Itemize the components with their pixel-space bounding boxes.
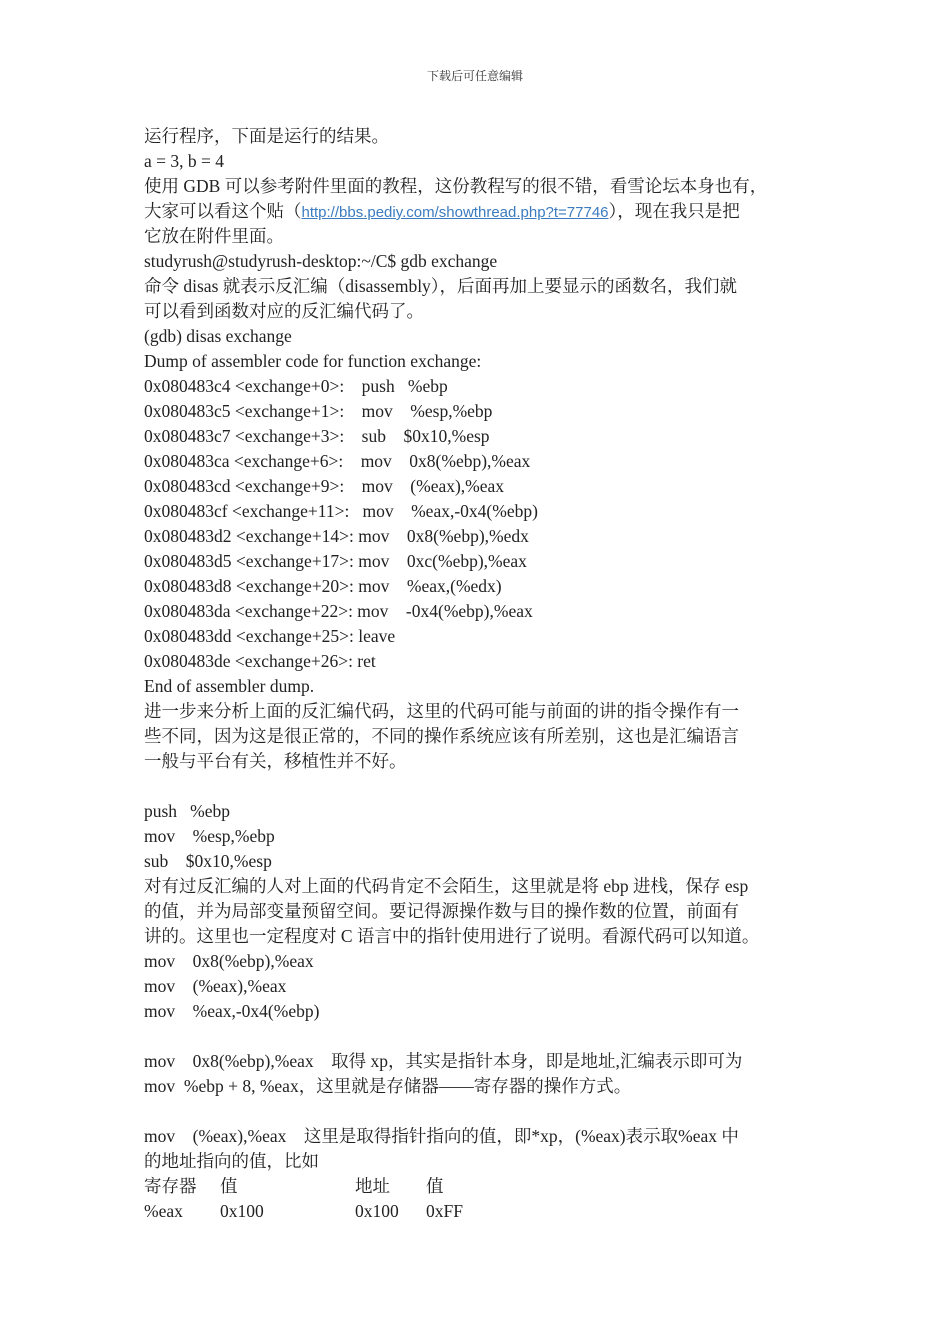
- dump-line: 0x080483c4 <exchange+0>: push %ebp: [144, 376, 448, 396]
- dump-line: 0x080483c5 <exchange+1>: mov %esp,%ebp: [144, 401, 493, 421]
- spacer: [144, 1099, 814, 1124]
- command-line: studyrush@studyrush-desktop:~/C$ gdb exchange: [144, 251, 498, 271]
- paragraph: mov 0x8(%ebp),%eax 取得 xp，其实是指针本身，即是地址,汇编表示即可为: [144, 1051, 743, 1071]
- paragraph: 些不同，因为这是很正常的，不同的操作系统应该有所差别，这也是汇编语言: [144, 726, 739, 746]
- paragraph: 对有过反汇编的人对上面的代码肯定不会陌生，这里就是将 ebp 进栈，保存 esp: [144, 876, 749, 896]
- dump-line: 0x080483d2 <exchange+14>: mov 0x8(%ebp),%edx: [144, 526, 529, 546]
- dump-line: 0x080483de <exchange+26>: ret: [144, 651, 376, 671]
- code-line: mov (%eax),%eax: [144, 976, 287, 996]
- dump-end: End of assembler dump.: [144, 676, 315, 696]
- paragraph: mov (%eax),%eax 这里是取得指针指向的值，即*xp，(%eax)表示取%eax 中: [144, 1126, 739, 1146]
- paragraph: 的地址指向的值，比如: [144, 1151, 319, 1171]
- document-body: [144, 124, 814, 1224]
- dump-line: 0x080483ca <exchange+6>: mov 0x8(%ebp),%eax: [144, 451, 531, 471]
- dump-line: 0x080483d5 <exchange+17>: mov 0xc(%ebp),%eax: [144, 551, 527, 571]
- table-header-cell: 寄存器: [144, 1176, 197, 1196]
- table-cell: %eax: [144, 1201, 183, 1221]
- dump-line: 0x080483cd <exchange+9>: mov (%eax),%eax: [144, 476, 505, 496]
- table-header-row: [144, 1174, 814, 1199]
- paragraph: 命令 disas 就表示反汇编（disassembly），后面再加上要显示的函数名，我们就: [144, 276, 738, 296]
- code-line: mov %esp,%ebp: [144, 826, 275, 846]
- paragraph: 它放在附件里面。: [144, 226, 284, 246]
- paragraph: [144, 199, 814, 224]
- table-cell: 0x100: [220, 1201, 264, 1221]
- paragraph: 运行程序，下面是运行的结果。: [144, 126, 389, 146]
- table-row: [144, 1199, 814, 1224]
- paragraph: 可以看到函数对应的反汇编代码了。: [144, 301, 424, 321]
- spacer: [144, 1024, 814, 1049]
- dump-line: 0x080483dd <exchange+25>: leave: [144, 626, 396, 646]
- text: ），现在我只是把: [608, 201, 740, 221]
- forum-link[interactable]: http://bbs.pediy.com/showthread.php?t=77746: [301, 204, 609, 221]
- paragraph: mov %ebp + 8, %eax，这里就是存储器——寄存器的操作方式。: [144, 1076, 632, 1096]
- paragraph: 的值，并为局部变量预留空间。要记得源操作数与目的操作数的位置，前面有: [144, 901, 739, 921]
- dump-heading: Dump of assembler code for function exchange:: [144, 351, 482, 371]
- result-line: a = 3, b = 4: [144, 151, 225, 171]
- code-line: mov 0x8(%ebp),%eax: [144, 951, 314, 971]
- dump-line: 0x080483c7 <exchange+3>: sub $0x10,%esp: [144, 426, 490, 446]
- code-line: sub $0x10,%esp: [144, 851, 272, 871]
- command-line: (gdb) disas exchange: [144, 326, 292, 346]
- paragraph: 一般与平台有关，移植性并不好。: [144, 751, 407, 771]
- dump-line: 0x080483d8 <exchange+20>: mov %eax,(%edx): [144, 576, 502, 596]
- table-header-cell: 地址: [355, 1176, 390, 1196]
- page-header: 下载后可任意编辑: [426, 69, 523, 83]
- table-cell: 0x100: [355, 1201, 399, 1221]
- text: 大家可以看这个贴（: [144, 201, 302, 221]
- paragraph: 进一步来分析上面的反汇编代码，这里的代码可能与前面的讲的指令操作有一: [144, 701, 739, 721]
- table-header-cell: 值: [426, 1176, 444, 1196]
- paragraph: 使用 GDB 可以参考附件里面的教程，这份教程写的很不错，看雪论坛本身也有，: [144, 176, 768, 196]
- paragraph: 讲的。这里也一定程度对 C 语言中的指针使用进行了说明。看源代码可以知道。: [144, 926, 760, 946]
- code-line: push %ebp: [144, 801, 231, 821]
- dump-line: 0x080483cf <exchange+11>: mov %eax,-0x4(%ebp): [144, 501, 538, 521]
- code-line: mov %eax,-0x4(%ebp): [144, 1001, 320, 1021]
- table-cell: 0xFF: [426, 1201, 463, 1221]
- spacer: [144, 774, 814, 799]
- dump-line: 0x080483da <exchange+22>: mov -0x4(%ebp),%eax: [144, 601, 533, 621]
- table-header-cell: 值: [220, 1176, 238, 1196]
